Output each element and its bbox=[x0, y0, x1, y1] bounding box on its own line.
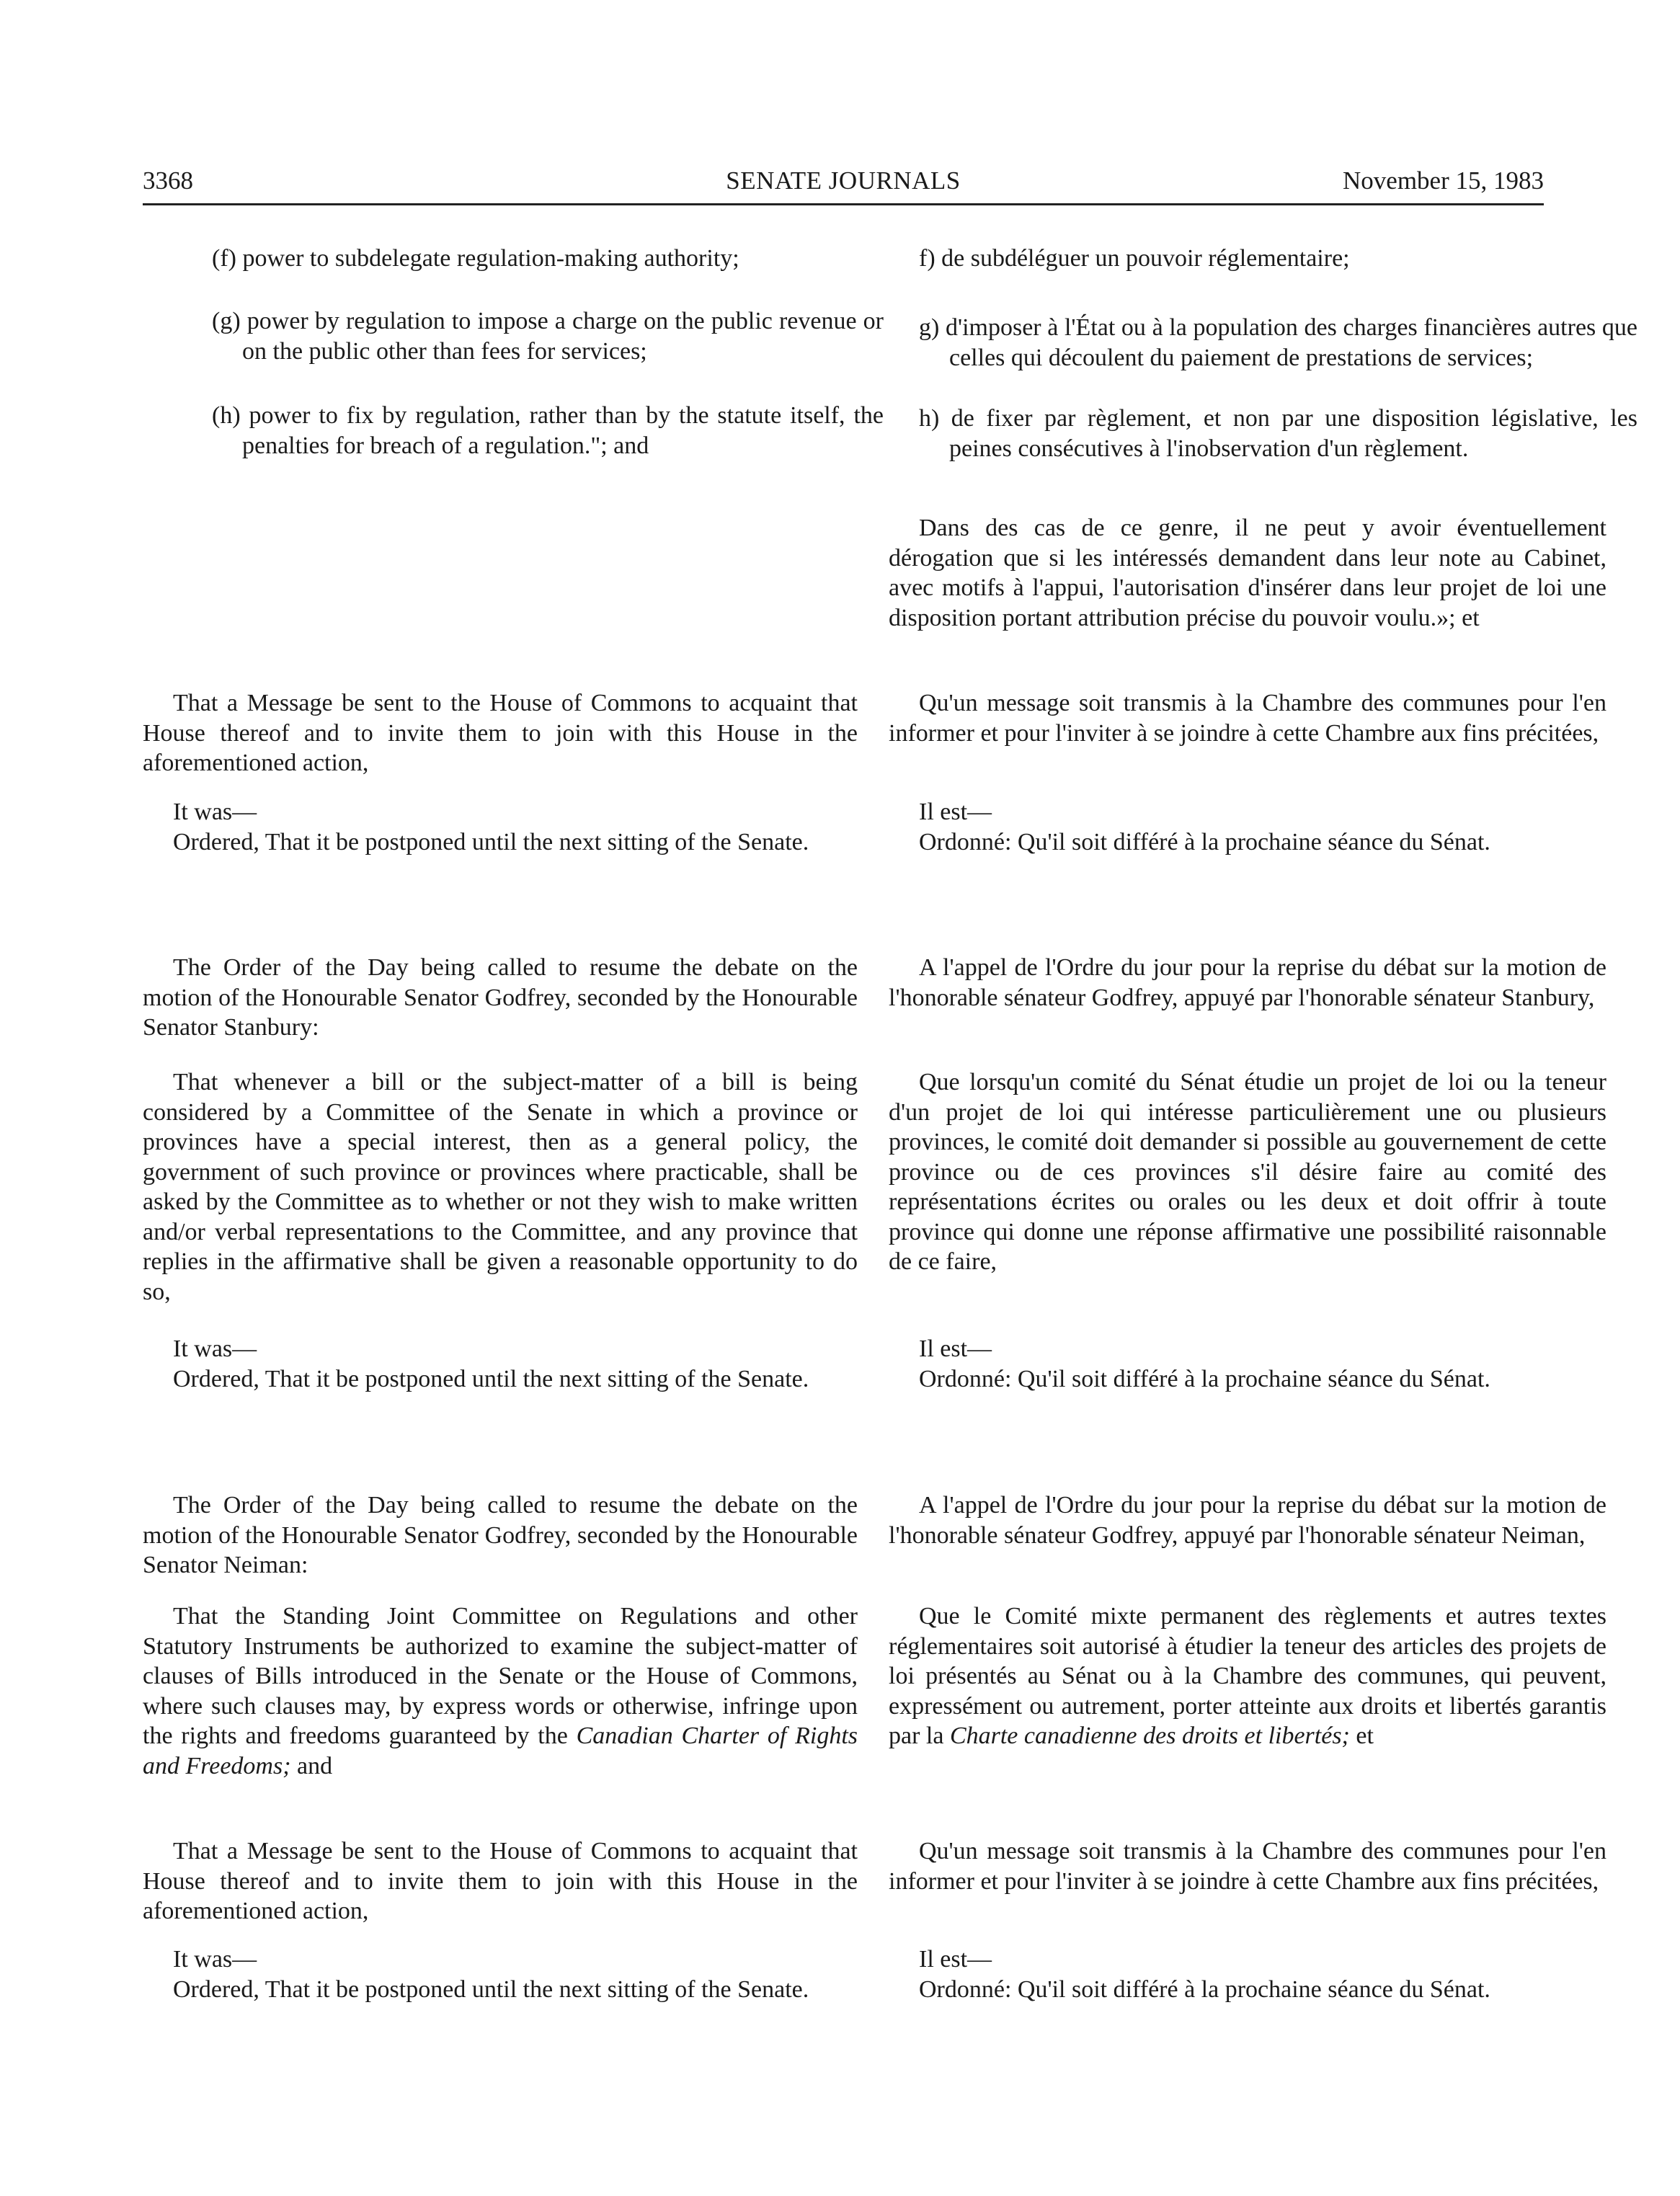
fr-il-est: Il est— bbox=[919, 1946, 992, 1973]
fr-message-paragraph: Qu'un message soit transmis à la Chambre des communes pour l'en informer et pour l'inviter à se joindre à cette Chambre aux fins précitées, bbox=[889, 690, 1606, 747]
en-ruling-1 bbox=[143, 797, 858, 857]
en-it-was: It was— bbox=[173, 1946, 257, 1973]
en-item-g: (g) power by regulation to impose a charge on the public revenue or on the public other than fees for services; bbox=[212, 308, 884, 365]
fr-ordonne: Ordonné: Qu'il soit différé à la prochaine séance du Sénat. bbox=[919, 828, 1490, 855]
fr-ruling-1 bbox=[889, 797, 1606, 857]
fr-il-est: Il est— bbox=[919, 799, 992, 825]
en-message-paragraph: That a Message be sent to the House of Commons to acquaint that House thereof and to invite them to join with this House in the aforementioned action, bbox=[143, 690, 858, 776]
en-ordered: Ordered, That it be postponed until the next sitting of the Senate. bbox=[173, 1975, 809, 2003]
page-number: 3368 bbox=[143, 166, 193, 195]
header-rule bbox=[143, 203, 1544, 205]
fr-ruling-3 bbox=[889, 1944, 1606, 2004]
fr-motion-3: Que le Comité mixte permanent des règlements et autres textes réglementaires soit autorisé à étudier la teneur des articles des projets de loi présentés au Sénat ou à la Chambre des communes, qui peuvent, expressément ou autrement, porter atteinte aux droits et libertés garantis par la Charte canadienne des droits et libertés; et bbox=[889, 1603, 1606, 1749]
en-ordered: Ordered, That it be postponed until the next sitting of the Senate. bbox=[173, 828, 809, 855]
en-message-paragraph-3: That a Message be sent to the House of Commons to acquaint that House thereof and to invite them to join with this House in the aforementioned action, bbox=[143, 1838, 858, 1924]
journal-date: November 15, 1983 bbox=[1343, 166, 1544, 195]
en-charter-title: Canadian Charter of Rights and Freedoms; bbox=[143, 1722, 858, 1779]
fr-order-intro-3: A l'appel de l'Ordre du jour pour la reprise du débat sur la motion de l'honorable sénateur Godfrey, appuyé par l'honorable sénateur Neiman, bbox=[889, 1492, 1606, 1549]
journal-title: SENATE JOURNALS bbox=[726, 166, 961, 195]
en-it-was: It was— bbox=[173, 799, 257, 825]
fr-item-f: f) de subdéléguer un pouvoir réglementaire; bbox=[919, 245, 1350, 272]
fr-order-intro-2: A l'appel de l'Ordre du jour pour la reprise du débat sur la motion de l'honorable sénateur Godfrey, appuyé par l'honorable sénateur Stanbury, bbox=[889, 954, 1606, 1011]
en-ordered: Ordered, That it be postponed until the next sitting of the Senate. bbox=[173, 1365, 809, 1392]
fr-item-h: h) de fixer par règlement, et non par une disposition législative, les peines consécutives à l'inobservation d'un règlement. bbox=[919, 405, 1637, 462]
en-motion-3: That the Standing Joint Committee on Regulations and other Statutory Instruments be authorized to examine the subject-matter of clauses of Bills introduced in the Senate or the House of Commons, where such clauses may, by express words or otherwise, infringe upon the rights and freedoms guaranteed by the Canadian Charter of Rights and Freedoms; and bbox=[143, 1603, 858, 1779]
en-ruling-2 bbox=[143, 1334, 858, 1394]
en-item-h: (h) power to fix by regulation, rather than by the statute itself, the penalties for breach of a regulation."; and bbox=[212, 402, 884, 459]
fr-ordonne: Ordonné: Qu'il soit différé à la prochaine séance du Sénat. bbox=[919, 1975, 1490, 2003]
fr-message-paragraph-3: Qu'un message soit transmis à la Chambre des communes pour l'en informer et pour l'inviter à se joindre à cette Chambre aux fins précitées, bbox=[889, 1838, 1606, 1895]
en-it-was: It was— bbox=[173, 1335, 257, 1362]
fr-il-est: Il est— bbox=[919, 1335, 992, 1362]
en-order-intro-3: The Order of the Day being called to resume the debate on the motion of the Honourable Senator Godfrey, seconded by the Honourable Senator Neiman: bbox=[143, 1492, 858, 1578]
page-header bbox=[143, 163, 1544, 199]
fr-ordonne: Ordonné: Qu'il soit différé à la prochaine séance du Sénat. bbox=[919, 1365, 1490, 1392]
en-ruling-3 bbox=[143, 1944, 858, 2004]
en-item-f: (f) power to subdelegate regulation-making authority; bbox=[212, 245, 739, 272]
fr-ruling-2 bbox=[889, 1334, 1606, 1394]
en-motion-2: That whenever a bill or the subject-matter of a bill is being considered by a Committee of the Senate in which a province or provinces have a special interest, then as a general policy, the government of such province or provinces where practicable, shall be asked by the Committee as to whether or not they wish to make written and/or verbal representations to the Committee, and any province that replies in the affirmative shall be given a reasonable opportunity to do so, bbox=[143, 1069, 858, 1305]
fr-motion-2: Que lorsqu'un comité du Sénat étudie un projet de loi ou la teneur d'un projet de loi qui intéresse particulièrement une ou plusieurs provinces, le comité doit demander si possible au gouvernement de cette province ou de ces provinces s'il désire faire au comité des représentations écrites ou orales ou les deux et doit offrir à toute province qui donne une réponse affirmative une possibilité raisonnable de ce faire, bbox=[889, 1069, 1606, 1275]
fr-charter-title: Charte canadienne des droits et libertés; bbox=[949, 1722, 1350, 1749]
en-order-intro-2: The Order of the Day being called to resume the debate on the motion of the Honourable Senator Godfrey, seconded by the Honourable Senator Stanbury: bbox=[143, 954, 858, 1041]
fr-derogation-paragraph: Dans des cas de ce genre, il ne peut y avoir éventuellement dérogation que si les intéressés demandent dans leur note au Cabinet, avec motifs à l'appui, l'autorisation d'insérer dans leur projet de loi une disposition portant attribution précise du pouvoir voulu.»; et bbox=[889, 515, 1606, 631]
fr-item-g: g) d'imposer à l'État ou à la population des charges financières autres que celles qui découlent du paiement de prestations de services; bbox=[919, 314, 1637, 371]
